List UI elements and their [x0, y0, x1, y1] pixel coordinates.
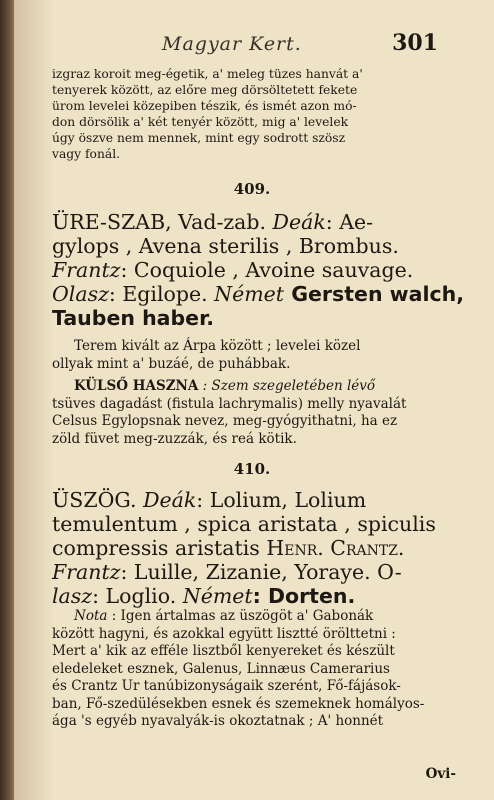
heading-text: : Ae-	[325, 210, 374, 234]
entry-409-uses	[52, 378, 452, 448]
text-line: ban, Fő-szedülésekben esnek és szemeknek homályos-	[52, 695, 425, 712]
french-label: Frantz	[52, 258, 121, 282]
heading-text: : Coquiole , Avoine sauvage.	[120, 258, 414, 282]
entry-410-note	[52, 608, 452, 731]
heading-line	[52, 488, 452, 512]
page-header	[162, 30, 438, 56]
text-line: zöld füvet meg-zuzzák, és reá kötik.	[52, 430, 297, 447]
text-line: ága 's egyéb nyavalyák-is okoztatnak ; A' honnét	[52, 713, 384, 729]
entry-number: 410.	[233, 460, 271, 478]
book-spine-edge	[0, 0, 14, 800]
heading-line	[52, 258, 452, 282]
heading-line	[52, 536, 452, 560]
heading-line: Tauben haber.	[52, 306, 215, 330]
heading-text: : Lolium, Lolium	[196, 488, 367, 512]
heading-line: temulentum , spica aristata , spiculis	[52, 512, 436, 536]
text-line: eledeleket esznek, Galenus, Linnæus Camerarius	[52, 660, 390, 677]
text-line: izgraz koroit meg-égetik, a' meleg tüzes hanvát a'	[52, 67, 363, 81]
text-line: úgy öszve nem mennek, mint egy sodrott szösz	[52, 131, 346, 145]
heading-line	[52, 584, 452, 608]
german-label: Német	[214, 282, 285, 306]
text-line: tsüves dagadást (fistula lachrymalis) melly nyavalát	[52, 395, 407, 412]
entry-409-paragraph	[52, 338, 452, 373]
heading-text: compressis aristatis	[52, 536, 267, 560]
text-line: és Crantz Ur tanúbizonyságaik szerént, Fő-fájások-	[52, 678, 401, 694]
italian-label: lasz	[52, 584, 93, 608]
page-number: 301	[392, 30, 438, 56]
heading-text: ÜRE-SZAB, Vad-zab.	[52, 210, 273, 234]
latin-label: Deák	[143, 488, 197, 512]
entry-number: 409.	[233, 180, 271, 198]
text-line: Celsus Egylopsnak nevez, meg-gyógyithatni, ha ez	[52, 413, 398, 429]
heading-text: : Loglio.	[92, 584, 183, 608]
text-line: vagy fonál.	[52, 147, 121, 161]
text-line	[52, 378, 452, 396]
text-line: don dörsölik a' két tenyér között, mig a' levelek	[52, 115, 349, 129]
text-line: ürom levelei közepiben tészik, és ismét azon mó-	[52, 99, 357, 113]
entry-410-heading	[52, 488, 452, 608]
text-line	[52, 608, 452, 626]
french-label: Frantz	[52, 560, 121, 584]
authority-names: Henr. Crantz.	[266, 536, 405, 560]
latin-label: Deák	[272, 210, 326, 234]
heading-text: : Luille, Zizanie, Yoraye. O-	[120, 560, 402, 584]
german-label: Német	[182, 584, 253, 608]
heading-line	[52, 560, 452, 584]
uses-label: KÜLSŐ HASZNA	[74, 378, 199, 394]
heading-text: : Egilope.	[108, 282, 215, 306]
german-name: Gersten walch,	[284, 282, 465, 306]
text-line: ollyak mint a' buzáé, de puhábbak.	[52, 355, 291, 372]
text-line: Terem kivált az Árpa között ; levelei közel	[74, 338, 361, 354]
text-line: tenyerek között, az előre meg dörsöltetett fekete	[52, 83, 358, 97]
running-title: Magyar Kert.	[162, 33, 302, 55]
heading-line	[52, 282, 465, 306]
catchword: Ovi-	[425, 766, 456, 782]
italian-label: Olasz	[52, 282, 109, 306]
book-page	[14, 0, 494, 800]
heading-text: ÜSZÖG.	[52, 488, 144, 512]
note-label: Nota	[74, 608, 108, 624]
text-line: között hagyni, és azokkal együtt lisztté örölttetni :	[52, 625, 396, 642]
note-text: : Igen ártalmas az üszögöt a' Gabonák	[107, 608, 374, 624]
text-line: Mert a' kik az efféle lisztből kenyereket és készült	[52, 643, 395, 659]
entry-409-heading	[52, 210, 465, 330]
uses-text: : Szem szegeletében lévő	[198, 378, 376, 394]
top-paragraph	[52, 66, 452, 162]
heading-line	[52, 210, 452, 234]
heading-line: gylops , Avena sterilis , Brombus.	[52, 234, 399, 258]
german-name: : Dorten.	[252, 584, 356, 608]
